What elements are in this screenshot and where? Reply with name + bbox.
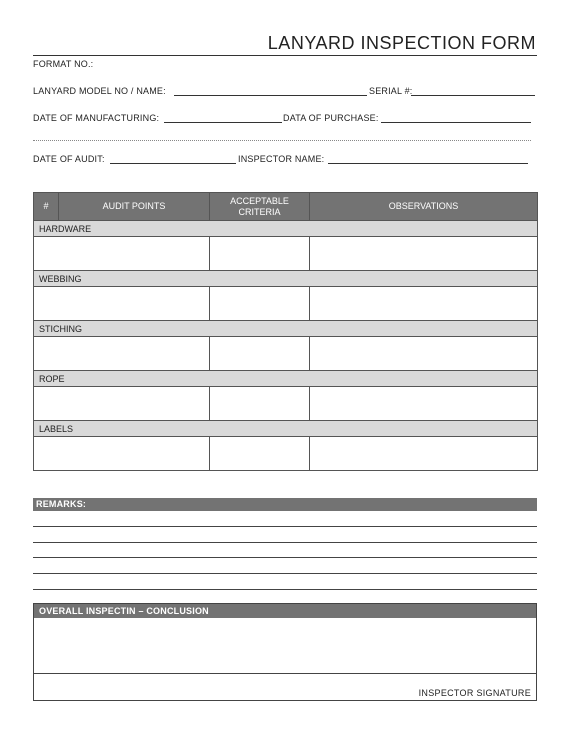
conclusion-box xyxy=(33,603,537,701)
criteria-cell[interactable] xyxy=(210,337,310,371)
audit-point-cell[interactable] xyxy=(34,237,210,271)
section-row-rope xyxy=(34,371,538,387)
table-row xyxy=(34,337,538,371)
model-label: LANYARD MODEL NO / NAME: xyxy=(33,86,166,96)
observation-cell[interactable] xyxy=(310,337,538,371)
manufacturing-label: DATE OF MANUFACTURING: xyxy=(33,113,160,123)
model-field[interactable] xyxy=(174,95,367,96)
section-row-hardware xyxy=(34,221,538,237)
section-label-labels: LABELS xyxy=(34,421,538,437)
audit-date-field[interactable] xyxy=(110,163,236,164)
section-label-rope: ROPE xyxy=(34,371,538,387)
manufacturing-date-field[interactable] xyxy=(164,122,282,123)
serial-label: SERIAL #: xyxy=(369,86,413,96)
section-label-stiching: STICHING xyxy=(34,321,538,337)
format-no-label: FORMAT NO.: xyxy=(33,59,94,69)
section-label-hardware: HARDWARE xyxy=(34,221,538,237)
criteria-cell[interactable] xyxy=(210,237,310,271)
header-audit-points: AUDIT POINTS xyxy=(59,193,210,221)
table-header-row xyxy=(34,193,538,221)
observation-cell[interactable] xyxy=(310,237,538,271)
audit-date-label: DATE OF AUDIT: xyxy=(33,154,105,164)
remarks-line[interactable] xyxy=(33,557,537,558)
form-title: LANYARD INSPECTION FORM xyxy=(267,33,536,53)
audit-point-cell[interactable] xyxy=(34,437,210,471)
observation-cell[interactable] xyxy=(310,437,538,471)
title-divider xyxy=(33,55,537,56)
inspector-name-field[interactable] xyxy=(328,163,528,164)
criteria-cell[interactable] xyxy=(210,287,310,321)
audit-point-cell[interactable] xyxy=(34,337,210,371)
remarks-line[interactable] xyxy=(33,526,537,527)
header-criteria-line2: CRITERIA xyxy=(238,206,281,217)
criteria-cell[interactable] xyxy=(210,387,310,421)
section-label-webbing: WEBBING xyxy=(34,271,538,287)
inspector-name-label: INSPECTOR NAME: xyxy=(238,154,325,164)
remarks-line[interactable] xyxy=(33,542,537,543)
table-row xyxy=(34,437,538,471)
remarks-header: REMARKS: xyxy=(33,498,537,511)
header-criteria-line1: ACCEPTABLE xyxy=(230,195,289,206)
conclusion-header: OVERALL INSPECTIN – CONCLUSION xyxy=(34,604,536,618)
audit-point-cell[interactable] xyxy=(34,287,210,321)
table-row xyxy=(34,237,538,271)
header-observations: OBSERVATIONS xyxy=(310,193,538,221)
purchase-date-field[interactable] xyxy=(381,122,531,123)
remarks-line[interactable] xyxy=(33,589,537,590)
table-row xyxy=(34,387,538,421)
conclusion-text-area[interactable] xyxy=(34,618,536,673)
inspector-signature-label: INSPECTOR SIGNATURE xyxy=(418,688,531,698)
section-row-labels xyxy=(34,421,538,437)
audit-point-cell[interactable] xyxy=(34,387,210,421)
criteria-cell[interactable] xyxy=(210,437,310,471)
audit-table xyxy=(33,192,538,471)
section-row-stiching xyxy=(34,321,538,337)
purchase-label: DATA OF PURCHASE: xyxy=(283,113,379,123)
observation-cell[interactable] xyxy=(310,287,538,321)
remarks-line[interactable] xyxy=(33,573,537,574)
header-number: # xyxy=(34,193,59,221)
section-row-webbing xyxy=(34,271,538,287)
serial-field[interactable] xyxy=(411,95,535,96)
header-acceptable-criteria xyxy=(210,193,310,221)
table-row xyxy=(34,287,538,321)
observation-cell[interactable] xyxy=(310,387,538,421)
dotted-separator xyxy=(33,140,531,141)
